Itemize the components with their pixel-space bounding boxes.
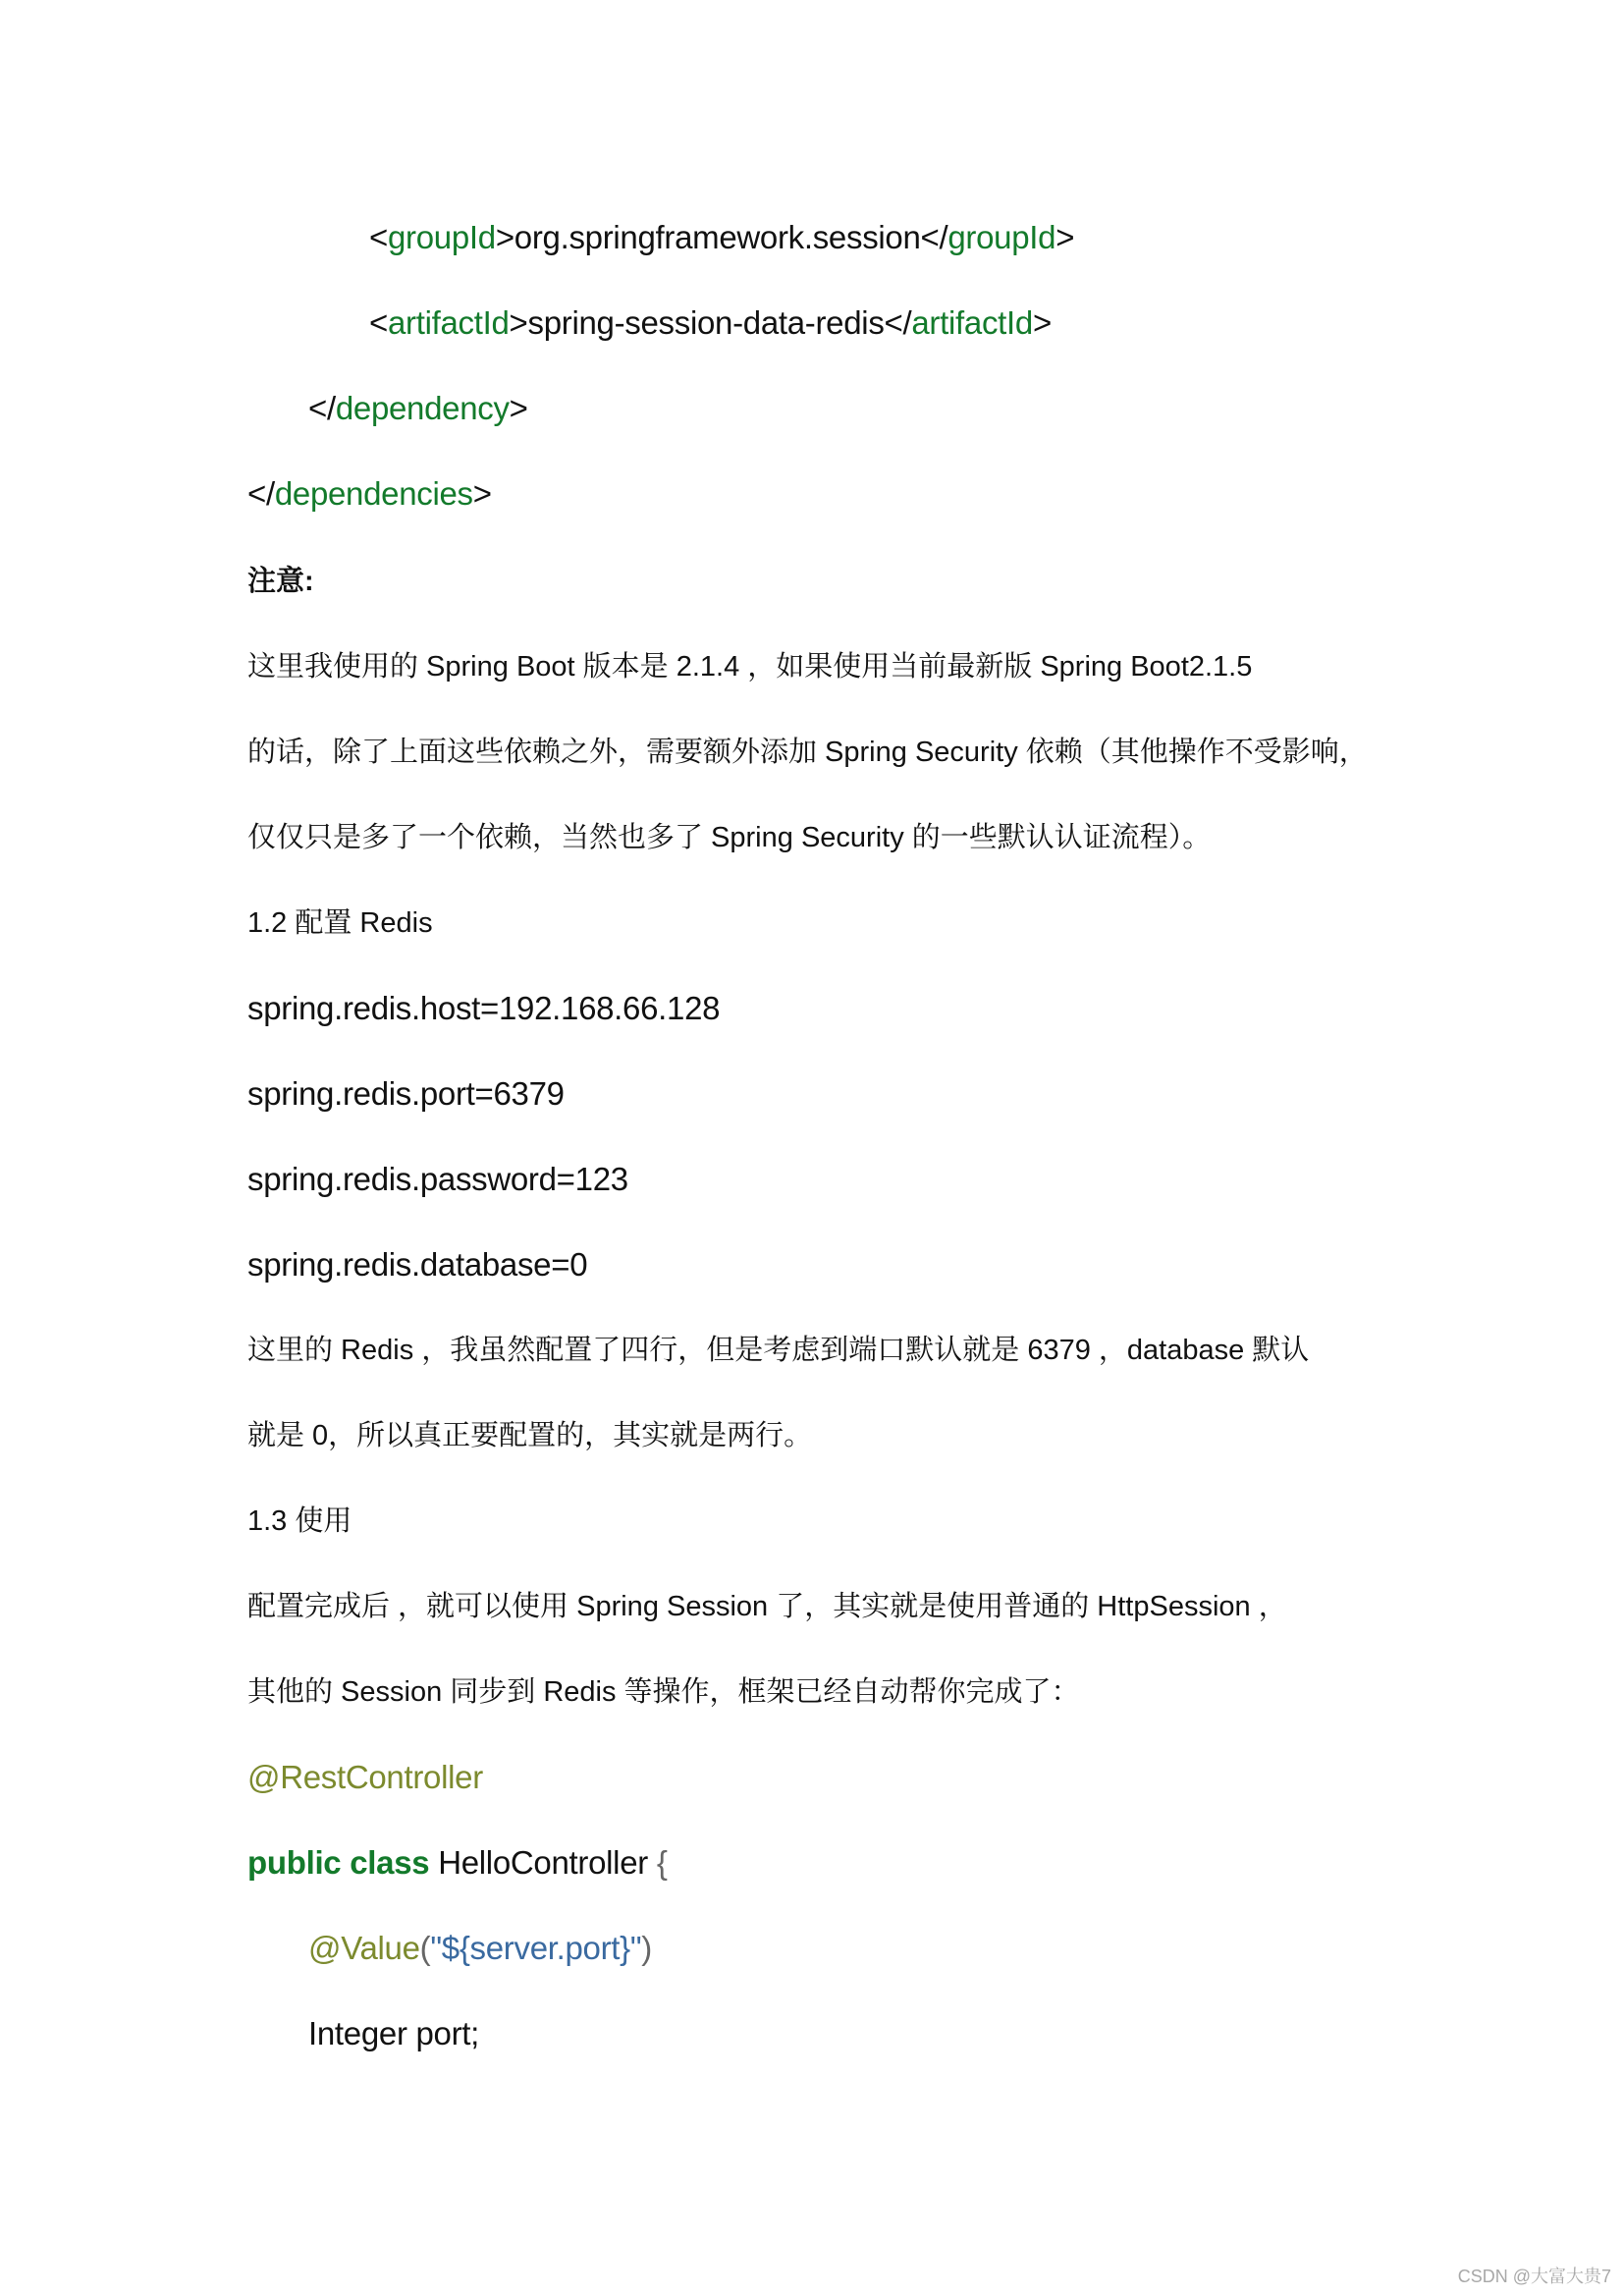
config-line: spring.redis.password=123	[247, 1161, 628, 1197]
xml-tag: artifactId	[911, 304, 1033, 341]
code-class-name: HelloController	[438, 1844, 648, 1881]
note-label: 注意:	[247, 566, 314, 597]
csdn-watermark: CSDN @大富大贵7	[1457, 2267, 1611, 2286]
xml-groupid-line	[369, 216, 1074, 259]
code-annotation: @Value	[308, 1930, 420, 1966]
xml-bracket: <	[369, 219, 388, 255]
xml-bracket: >	[495, 219, 514, 255]
xml-tag: artifactId	[387, 304, 510, 341]
xml-bracket: >	[509, 304, 528, 341]
usage-paragraph-line: 配置完成后 ，就可以使用 Spring Session 了，其实就是使用普通的 HttpSession ，	[247, 1591, 1287, 1622]
usage-paragraph-line: 其他的 Session 同步到 Redis 等操作，框架已经自动帮你完成了：	[247, 1676, 1080, 1708]
xml-bracket: </	[308, 390, 336, 426]
xml-bracket: </	[920, 219, 948, 255]
config-line: spring.redis.port=6379	[247, 1075, 565, 1112]
xml-bracket: >	[1055, 219, 1075, 255]
code-class-declaration	[247, 1841, 668, 1885]
xml-dependencies-end-line	[247, 472, 492, 516]
note-paragraph-line: 的话，除了上面这些依赖之外，需要额外添加 Spring Security 依赖（其他操作不受影响，	[247, 737, 1368, 768]
config-line: spring.redis.host=192.168.66.128	[247, 990, 721, 1026]
code-paren: )	[641, 1930, 652, 1966]
xml-value: spring-session-data-redis	[527, 304, 885, 341]
section-heading-1-2: 1.2 配置 Redis	[247, 907, 433, 939]
xml-tag: groupId	[947, 219, 1056, 255]
code-field: Integer port;	[308, 2015, 480, 2051]
xml-tag: groupId	[387, 219, 496, 255]
note-paragraph-line: 仅仅只是多了一个依赖，当然也多了 Spring Security 的一些默认认证流程）。	[247, 822, 1212, 853]
xml-bracket: >	[509, 390, 528, 426]
xml-bracket: </	[884, 304, 912, 341]
config-line: spring.redis.database=0	[247, 1246, 588, 1283]
code-paren: (	[419, 1930, 431, 1966]
code-value-annotation	[308, 1927, 652, 1970]
code-keyword: public class	[247, 1844, 430, 1881]
section-heading-1-3: 1.3 使用	[247, 1505, 352, 1537]
code-brace: {	[656, 1844, 668, 1881]
xml-bracket: >	[1032, 304, 1052, 341]
code-string: "${server.port}"	[430, 1930, 642, 1966]
xml-dependency-end-line	[308, 387, 528, 430]
note-paragraph-line: 这里我使用的 Spring Boot 版本是 2.1.4 ，如果使用当前最新版 Spring Boot2.1.5	[247, 651, 1253, 683]
xml-bracket: <	[369, 304, 388, 341]
xml-value: org.springframework.session	[514, 219, 921, 255]
explanation-line: 这里的 Redis ，我虽然配置了四行，但是考虑到端口默认就是 6379 ，database 默认	[247, 1335, 1310, 1366]
explanation-line: 就是 0，所以真正要配置的，其实就是两行。	[247, 1420, 813, 1451]
xml-bracket: >	[472, 475, 492, 512]
code-annotation-restcontroller: @RestController	[247, 1759, 483, 1795]
xml-artifactid-line	[369, 301, 1052, 345]
xml-bracket: </	[247, 475, 275, 512]
xml-tag: dependencies	[274, 475, 473, 512]
xml-tag: dependency	[335, 390, 510, 426]
